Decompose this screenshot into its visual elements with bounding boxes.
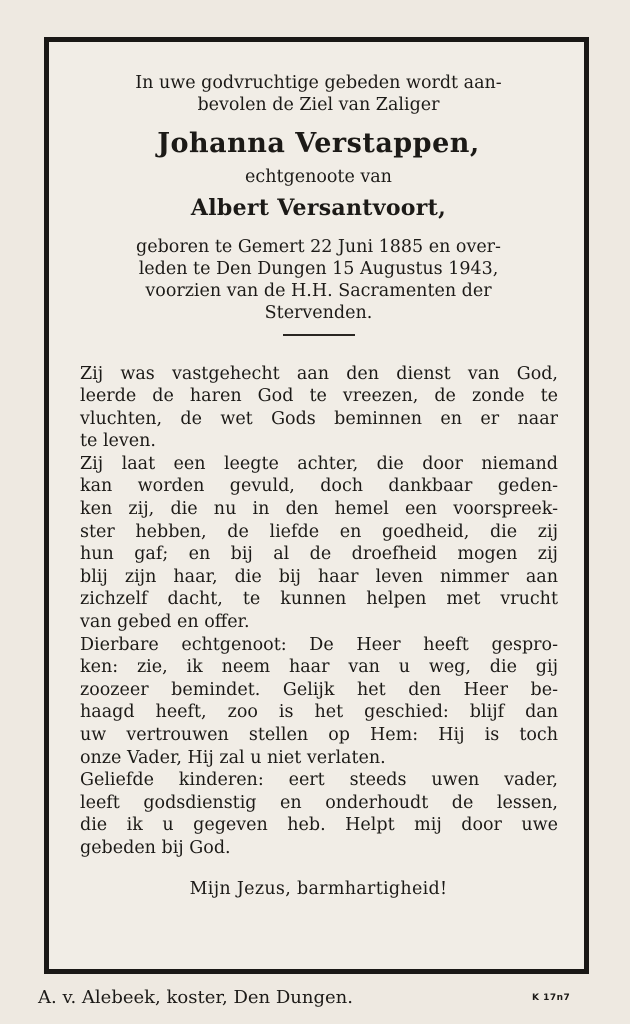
body-line: haagd heeft, zoo is het geschied: blijf dan <box>80 702 558 723</box>
body-line: vluchten, de wet Gods beminnen en er naar <box>80 408 558 429</box>
body-line: gebeden bij God. <box>80 837 231 858</box>
printer-credit: A. v. Alebeek, koster, Den Dungen. <box>38 987 353 1008</box>
body-line: Zij was vastgehecht aan den dienst van God, <box>80 363 558 384</box>
birth-line: leden te Den Dungen 15 Augustus 1943, <box>138 259 499 279</box>
body-text <box>80 363 558 860</box>
body-line: Geliefde kinderen: eert steeds uwen vader, <box>80 770 558 791</box>
deceased-name: Johanna Verstappen, <box>157 128 480 159</box>
body-line: van gebed en offer. <box>80 612 250 633</box>
card-content <box>79 72 558 900</box>
body-line: zoozeer bemindet. Gelijk het den Heer be- <box>80 679 558 700</box>
body-line: leerde de haren God te vreezen, de zonde te <box>80 386 558 407</box>
birth-line: geboren te Gemert 22 Juni 1885 en over- <box>136 237 501 257</box>
body-line: ken zij, die nu in den hemel een voorspreek- <box>80 499 558 520</box>
body-line: uw vertrouwen stellen op Hem: Hij is toch <box>80 725 558 745</box>
body-line: hun gaf; en bij al de droefheid mogen zij <box>80 544 558 565</box>
body-line: blij zijn haar, die bij haar leven nimmer aan <box>80 566 558 587</box>
birth-line: Stervenden. <box>264 303 373 323</box>
body-line: zichzelf dacht, te kunnen helpen met vrucht <box>80 589 558 610</box>
print-code: K 17n7 <box>532 993 571 1003</box>
divider <box>283 334 355 336</box>
body-line: die ik u gegeven heb. Helpt mij door uwe <box>80 815 558 836</box>
memorial-card <box>44 37 589 974</box>
intro-text <box>79 72 558 116</box>
spouse-intro: echtgenoote van <box>245 167 392 187</box>
body-line: Dierbare echtgenoot: De Heer heeft gespro- <box>80 634 558 655</box>
body-line: ster hebben, de liefde en goedheid, die zij <box>80 521 558 542</box>
birth-line: voorzien van de H.H. Sacramenten der <box>145 281 492 301</box>
body-line: ken: zie, ik neem haar van u weg, die gij <box>80 657 558 678</box>
birth-death-text <box>79 236 558 324</box>
body-line: te leven. <box>80 431 156 452</box>
intro-line: In uwe godvruchtige gebeden wordt aan- <box>135 73 502 93</box>
body-line: leeft godsdienstig en onderhoudt de lessen, <box>80 792 558 813</box>
body-line: kan worden gevuld, doch dankbaar geden- <box>80 476 558 497</box>
body-line: onze Vader, Hij zal u niet verlaten. <box>80 747 386 768</box>
intro-line: bevolen de Ziel van Zaliger <box>197 95 440 115</box>
closing-prayer: Mijn Jezus, barmhartigheid! <box>189 878 448 899</box>
spouse-name: Albert Versantvoort, <box>190 195 447 221</box>
body-line: Zij laat een leegte achter, die door niemand <box>80 453 558 474</box>
